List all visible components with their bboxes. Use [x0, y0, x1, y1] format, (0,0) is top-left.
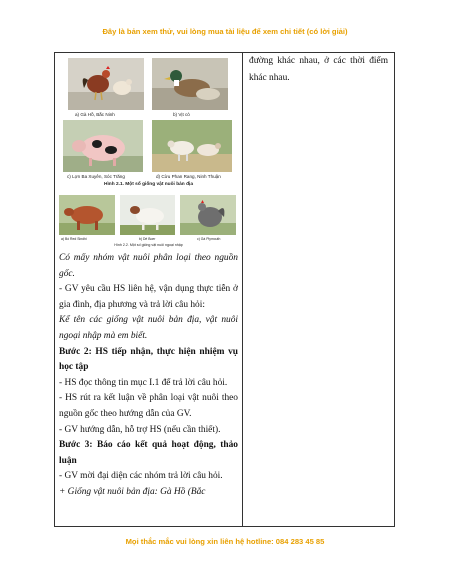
- caption-2b: b) Dê Boer: [139, 237, 156, 241]
- photo-de-boer: [120, 195, 175, 235]
- gv-request: - GV yêu cầu HS liên hệ, vận dụng thực tiễn ở gia đình, địa phương và trả lời câu hỏi:: [59, 284, 238, 310]
- step3-item-1: - GV mời đại diện các nhóm trả lời câu hỏi.: [59, 471, 223, 482]
- product-cell: [243, 53, 395, 527]
- caption-a: a) Gà Hồ, Bắc Ninh: [75, 112, 115, 117]
- photo-ga-plymouth: [180, 195, 236, 235]
- photo-cuu-phan-rang: [152, 120, 232, 172]
- figure2-title: Hình 2.2. Một số giống vật nuôi ngoại nhập: [114, 243, 183, 247]
- step2-item-3: - GV hướng dẫn, hỗ trợ HS (nếu cần thiết).: [59, 424, 221, 435]
- caption-c: c) Lợn Ba Xuyên, Sóc Trăng: [67, 174, 125, 179]
- teacher-activity-cell: [55, 53, 243, 527]
- preview-banner: Đây là bản xem thử, vui lòng mua tài liệu để xem chi tiết (có lời giải): [102, 27, 348, 36]
- caption-d: d) Cừu Phan Rang, Ninh Thuận: [156, 174, 221, 179]
- caption-2a: a) Bò Red Sindhi: [61, 237, 87, 241]
- lesson-table: [54, 52, 395, 527]
- teacher-activity-text: [55, 251, 242, 501]
- product-text: [243, 53, 394, 87]
- step3-item-2: + Giống vật nuôi bản địa: Gà Hồ (Bắc: [59, 486, 206, 497]
- photo-vit-co: [152, 58, 228, 110]
- photo-ga-ho: [68, 58, 144, 110]
- figure1-title: Hình 2.1. Một số giống vật nuôi bản địa: [103, 182, 193, 187]
- product-continuation: đường khác nhau, ở các thời điểm khác nhau.: [249, 56, 388, 83]
- caption-2c: c) Gà Plymouth: [197, 237, 221, 241]
- question-breeds: Kể tên các giống vật nuôi bản địa, vật nuôi ngoại nhập mà em biết.: [59, 315, 238, 341]
- step2-item-1: - HS đọc thông tin mục I.1 để trả lời câu hỏi.: [59, 377, 228, 388]
- question-groups: Có mấy nhóm vật nuôi phân loại theo nguồn gốc.: [59, 253, 238, 279]
- photo-lon-ba-xuyen: [63, 120, 143, 172]
- caption-b: b) Vịt cỏ: [173, 112, 190, 117]
- hotline-banner: Mọi thắc mắc vui lòng xin liên hệ hotline: 084 283 45 85: [125, 537, 325, 546]
- step2-heading: Bước 2: HS tiếp nhận, thực hiện nhiệm vụ học tập: [59, 346, 238, 373]
- figure-native-breeds: [55, 53, 242, 251]
- step2-item-2: - HS rút ra kết luận về phân loại vật nuôi theo nguồn gốc theo hướng dẫn của GV.: [59, 393, 238, 419]
- step3-heading: Bước 3: Báo cáo kết quả hoạt động, thảo luận: [59, 440, 238, 466]
- photo-bo-red-sindhi: [59, 195, 115, 235]
